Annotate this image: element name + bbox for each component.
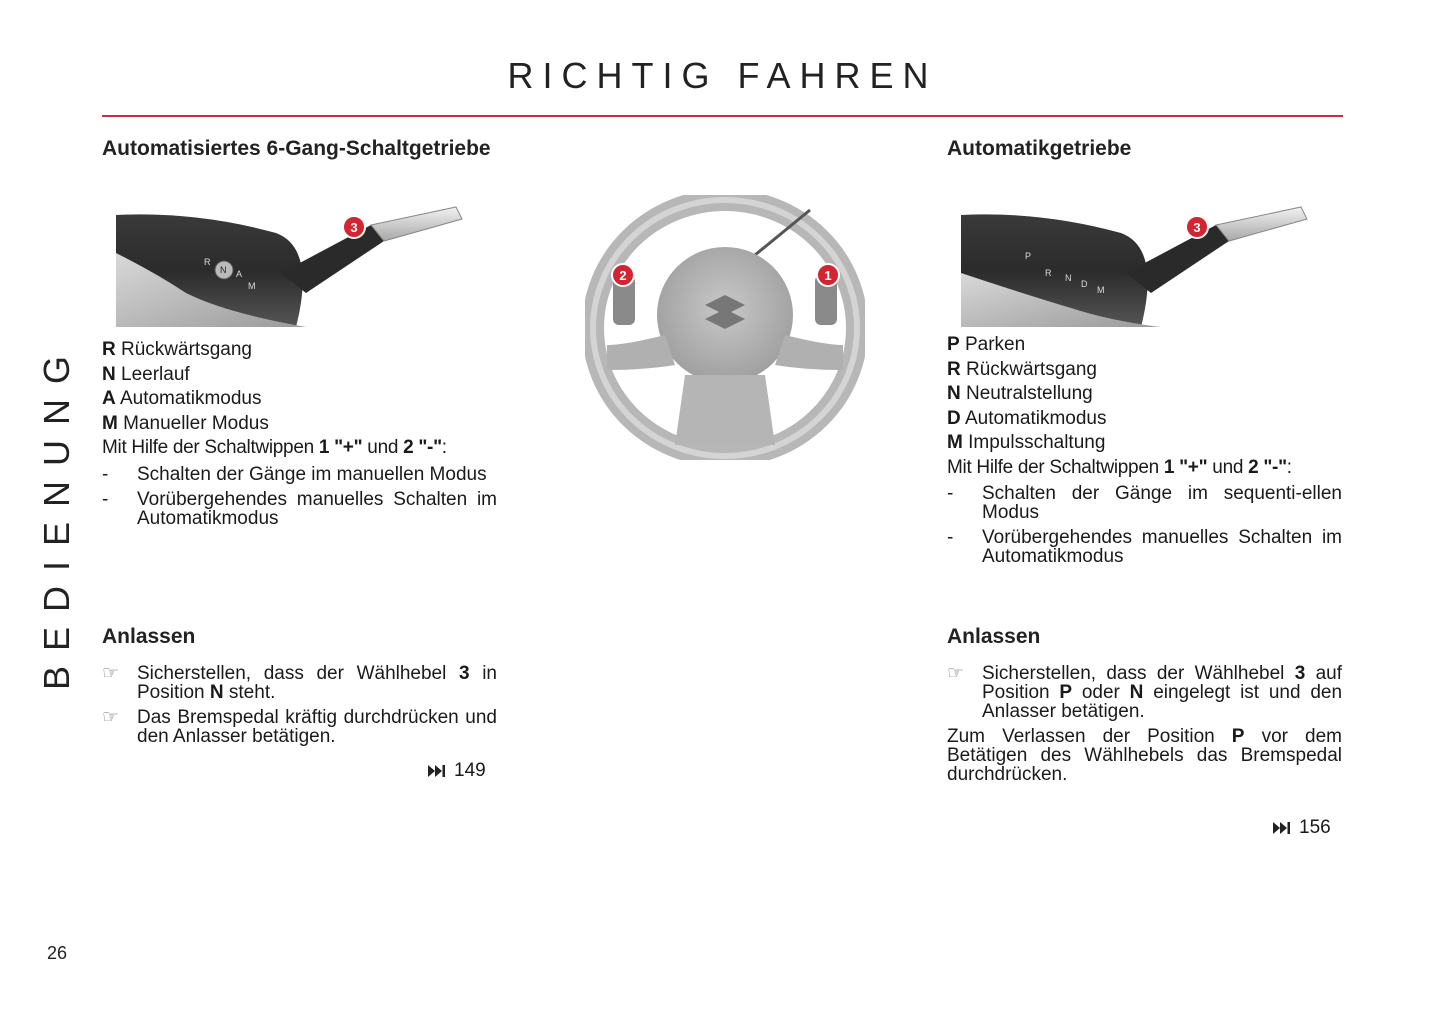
gear-label-m: M (1097, 285, 1105, 295)
page-number: 26 (47, 943, 68, 963)
list-item: ☞ Das Bremspedal kräftig durchdrücken und den Anlasser betätigen. (102, 707, 497, 747)
section-side-label: BEDIENUNG (36, 340, 77, 690)
list-item: ☞ Sicherstellen, dass der Wählhebel 3 in Position N steht. (102, 663, 497, 703)
gear-stalk-illustration (116, 203, 466, 327)
left-start-body (102, 664, 497, 746)
right-body (947, 333, 1342, 566)
right-start-heading: Anlassen (947, 625, 1041, 648)
right-heading: Automatikgetriebe (947, 137, 1132, 160)
gear-line: A Automatikmodus (102, 388, 262, 409)
gear-line: P Parken (947, 334, 1026, 355)
left-body (102, 338, 497, 528)
gear-label-n: N (1065, 273, 1072, 283)
header-rule (102, 115, 1343, 117)
selector-lever-illustration (961, 203, 1311, 327)
gear-label-n: N (220, 265, 227, 275)
gear-line: R Rückwärtsgang (947, 358, 1097, 380)
gear-line: N Leerlauf (102, 363, 190, 385)
paddle-line: Mit Hilfe der Schaltwippen 1 "+" und 2 "-": (947, 456, 1292, 478)
gear-label-d: D (1081, 279, 1088, 289)
gear-line: R Rückwärtsgang (102, 339, 252, 360)
paddle-2-label: 2 (619, 268, 627, 283)
page-title: RICHTIG FAHREN (507, 55, 938, 96)
gear-line: N Neutralstellung (947, 383, 1093, 404)
list-item: ☞ Sicherstellen, dass der Wählhebel 3 auf Position P oder N eingelegt ist und den Anlasser betätigen. (947, 663, 1343, 722)
skip-forward-icon (1273, 822, 1291, 834)
gear-label-m: M (248, 281, 256, 291)
gear-line: D Automatikmodus (947, 407, 1107, 429)
list-item: - Schalten der Gänge im manuellen Modus (102, 463, 487, 485)
skip-forward-icon (428, 765, 446, 777)
right-start-body (947, 664, 1342, 784)
list-item: - Schalten der Gänge im sequenti-ellen Modus (947, 483, 1342, 523)
callout-3-label: 3 (1193, 220, 1201, 235)
gear-label-p: P (1025, 251, 1032, 261)
gear-line: M Manueller Modus (102, 412, 269, 434)
paddle-1-label: 1 (824, 268, 832, 283)
steering-wheel-illustration (585, 195, 865, 460)
list-item: - Vorübergehendes manuelles Schalten im Automatikmodus (102, 488, 497, 529)
page-reference-number: 156 (1299, 817, 1331, 838)
gear-label-a: A (236, 269, 243, 279)
page-reference[interactable] (428, 760, 486, 782)
callout-3-label: 3 (350, 220, 358, 235)
page-reference[interactable] (1273, 817, 1331, 839)
gear-label-r: R (1045, 268, 1052, 278)
left-start-heading: Anlassen (102, 625, 196, 648)
page-reference-number: 149 (454, 760, 486, 781)
paddle-line: Mit Hilfe der Schaltwippen 1 "+" und 2 "-": (102, 437, 447, 458)
gear-line: M Impulsschaltung (947, 432, 1106, 453)
gear-label-r: R (204, 257, 211, 267)
left-heading: Automatisiertes 6-Gang-Schaltgetriebe (102, 137, 491, 160)
list-item: - Vorübergehendes manuelles Schalten im Automatikmodus (947, 527, 1342, 567)
note-paragraph: Zum Verlassen der Position P vor dem Betätigen des Wählhebels das Bremspedal durchdrücken. (947, 726, 1342, 785)
